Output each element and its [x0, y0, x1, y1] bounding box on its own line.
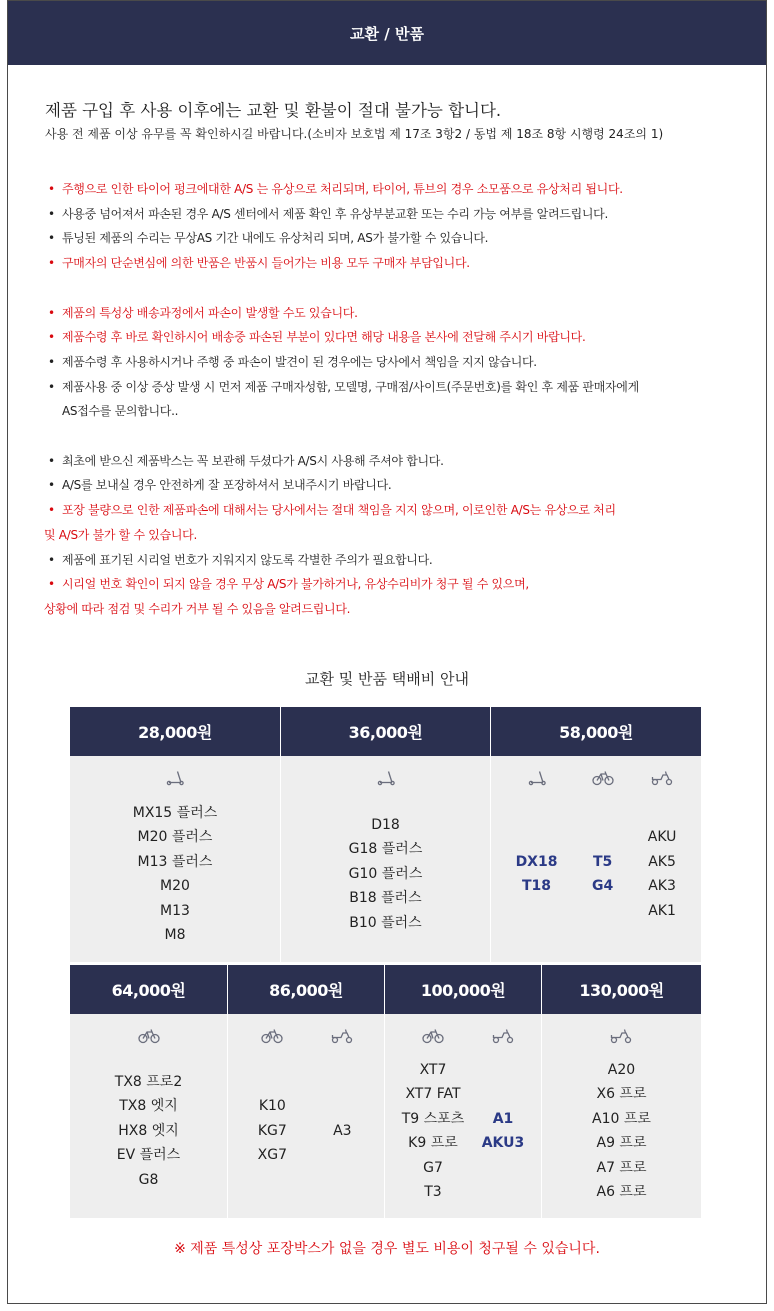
note-item	[44, 572, 744, 597]
fee-price-header: 36,000원	[281, 707, 490, 756]
intro-title: 제품 구입 후 사용 이후에는 교환 및 환불이 절대 불가능 합니다.	[45, 101, 502, 120]
fee-models-cell	[542, 1014, 701, 1218]
model-name: G7	[423, 1159, 443, 1176]
model-list	[349, 786, 423, 962]
model-name: K9 프로	[408, 1135, 458, 1151]
model-name: X6 프로	[596, 1086, 647, 1102]
fee-models-cell	[228, 1014, 384, 1218]
model-name: D18	[371, 816, 400, 833]
intro-subtitle: 사용 전 제품 이상 유무를 꼭 확인하시길 바랍니다.(소비자 보호법 제 17조 3항2 / 동법 제 18조 8항 시행령 24조의 1)	[45, 127, 664, 141]
bicycle-icon	[137, 1028, 161, 1044]
note-continuation: AS접수를 문의합니다..	[62, 404, 179, 419]
model-group	[115, 1014, 182, 1218]
note-text: 제품사용 중 이상 증상 발생 시 먼저 제품 구매자성함, 모델명, 구매점/사이트(주문번호)를 확인 후 제품 판매자에게	[62, 379, 639, 394]
note-text: 최초에 받으신 제품박스는 꼭 보관해 두셨다가 A/S시 사용해 주셔야 합니다.	[62, 453, 444, 468]
model-list	[516, 786, 558, 962]
model-name: A6 프로	[596, 1184, 647, 1200]
kickboard-icon	[525, 770, 549, 786]
model-name: KG7	[257, 1122, 287, 1139]
bullet-icon: •	[48, 552, 55, 567]
page-header	[8, 1, 766, 65]
model-group	[516, 756, 558, 962]
bullet-icon: •	[48, 182, 55, 196]
note-item	[44, 350, 744, 375]
model-list	[402, 1044, 464, 1218]
model-name: AKU3	[481, 1135, 525, 1151]
fee-price-header: 130,000원	[542, 965, 701, 1014]
note-text: 제품수령 후 사용하시거나 주행 중 파손이 발견이 된 경우에는 당사에서 책임을 지지 않습니다.	[62, 354, 537, 369]
fee-price-header: 28,000원	[70, 707, 280, 756]
model-list	[648, 786, 677, 962]
bullet-icon: •	[48, 354, 55, 369]
model-name: G18 플러스	[348, 841, 423, 858]
model-name: XT7	[419, 1061, 447, 1078]
model-name: TX8 프로2	[114, 1073, 183, 1090]
bullet-icon: •	[48, 577, 55, 592]
bullet-icon: •	[48, 231, 55, 246]
note-continuation: 상황에 따라 점검 및 수리가 거부 될 수 있음을 알려드립니다.	[44, 601, 351, 616]
model-list	[133, 786, 218, 962]
note-text: A/S를 보내실 경우 안전하게 잘 포장하셔서 보내주시기 바랍니다.	[62, 478, 392, 493]
scooter-icon	[491, 1028, 515, 1044]
model-group	[133, 756, 218, 962]
note-item	[44, 301, 744, 326]
scooter-icon	[330, 1028, 354, 1044]
note-item	[44, 177, 744, 202]
fee-column	[70, 707, 280, 962]
note-item	[44, 202, 744, 227]
model-name: M20 플러스	[137, 829, 213, 845]
fee-price-header: 86,000원	[228, 965, 384, 1014]
fee-price-header: 64,000원	[70, 965, 227, 1014]
fee-price-header: 58,000원	[491, 707, 701, 756]
fee-models-cell	[70, 756, 280, 962]
note-text: 사용중 넘어져서 파손된 경우 A/S 센터에서 제품 확인 후 유상부분교환 또는 수리 가능 여부를 알려드립니다.	[62, 206, 608, 221]
scooter-icon	[609, 1028, 633, 1044]
note-item	[44, 325, 744, 350]
model-name: TX8 엣지	[119, 1098, 178, 1115]
fee-table-row-1	[70, 707, 703, 962]
bullet-icon: •	[48, 330, 55, 345]
note-item	[44, 251, 744, 276]
spacer	[44, 424, 744, 449]
model-name: EV 플러스	[116, 1147, 181, 1164]
fee-models-cell	[385, 1014, 541, 1218]
model-name: M20	[160, 878, 190, 894]
model-group	[258, 1014, 287, 1218]
bicycle-icon	[421, 1028, 445, 1044]
bullet-icon: •	[48, 478, 55, 493]
model-name: XT7 FAT	[405, 1086, 461, 1102]
fee-column	[384, 965, 541, 1218]
fee-column	[541, 965, 701, 1218]
note-continuation: 및 A/S가 불가 할 수 있습니다.	[44, 527, 197, 542]
fee-column	[280, 707, 490, 962]
model-name: T18	[521, 878, 552, 894]
page-frame	[7, 0, 767, 1304]
model-name: HX8 엣지	[118, 1122, 179, 1139]
model-group	[330, 1014, 354, 1218]
model-name: AK5	[648, 853, 676, 870]
note-text: 구매자의 단순변심에 의한 반품은 반품시 들어가는 비용 모두 구매자 부담입니다.	[62, 256, 470, 271]
model-group	[402, 1014, 464, 1218]
model-name: M13 플러스	[137, 853, 213, 870]
model-name: XG7	[257, 1147, 288, 1164]
model-name: A20	[607, 1061, 636, 1078]
fee-column	[70, 965, 227, 1218]
model-name: T3	[424, 1184, 442, 1200]
notes-list	[44, 177, 744, 622]
note-text: 시리얼 번호 확인이 되지 않을 경우 무상 A/S가 불가하거나, 유상수리비가 청구 될 수 있으며,	[62, 577, 529, 592]
model-name: A10 프로	[592, 1110, 651, 1127]
fee-table-title: 교환 및 반품 택배비 안내	[305, 670, 469, 688]
bullet-icon: •	[48, 256, 55, 271]
model-list	[592, 1044, 651, 1218]
model-name: G8	[138, 1171, 159, 1188]
fee-column	[490, 707, 701, 962]
model-name: A7 프로	[596, 1159, 647, 1176]
model-name: AKU	[647, 829, 677, 845]
note-item	[44, 498, 744, 523]
fee-models-cell	[70, 1014, 227, 1218]
model-name: T9 스포츠	[401, 1110, 465, 1127]
fee-models-cell	[281, 756, 490, 962]
model-group	[482, 1014, 525, 1218]
note-text: 튜닝된 제품의 수리는 무상AS 기간 내에도 유상처리 되며, AS가 불가할 수 있습니다.	[62, 231, 489, 246]
intro-section	[45, 98, 663, 142]
model-name: MX15 플러스	[132, 804, 218, 821]
model-list	[258, 1044, 287, 1218]
bullet-icon: •	[48, 206, 55, 221]
model-name: DX18	[515, 853, 558, 870]
model-name: A3	[333, 1122, 352, 1139]
model-name: B10 플러스	[349, 914, 422, 931]
bicycle-icon	[260, 1028, 284, 1044]
bullet-icon: •	[48, 453, 55, 468]
note-item	[44, 548, 744, 573]
model-name: K10	[258, 1098, 286, 1115]
model-name: A1	[492, 1110, 514, 1127]
bullet-icon: •	[48, 379, 55, 394]
spacer	[44, 276, 744, 301]
note-item	[44, 375, 744, 400]
note-text: 제품수령 후 바로 확인하시어 배송중 파손된 부분이 있다면 해당 내용을 본사에 전달해 주시기 바랍니다.	[62, 330, 586, 345]
kickboard-icon	[374, 770, 398, 786]
model-list	[333, 1044, 351, 1218]
model-name: M13	[160, 902, 190, 919]
model-group	[591, 756, 615, 962]
fee-models-cell	[491, 756, 701, 962]
note-text: 제품에 표기된 시리얼 번호가 지워지지 않도록 각별한 주의가 필요합니다.	[62, 552, 433, 567]
note-item	[44, 449, 744, 474]
bicycle-icon	[591, 770, 615, 786]
model-name: G10 플러스	[348, 865, 423, 882]
fee-column	[227, 965, 384, 1218]
model-name: G4	[591, 878, 614, 894]
page-title: 교환 / 반품	[350, 24, 424, 43]
note-item	[44, 226, 744, 251]
model-group	[592, 1014, 651, 1218]
note-text: 포장 불량으로 인한 제품파손에 대해서는 당사에서는 절대 책임을 지지 않으며, 이로인한 A/S는 유상으로 처리	[62, 503, 616, 518]
model-name: A9 프로	[596, 1135, 647, 1151]
fee-price-header: 100,000원	[385, 965, 541, 1014]
model-name: T5	[592, 853, 613, 870]
kickboard-icon	[163, 770, 187, 786]
bullet-icon: •	[48, 503, 55, 518]
scooter-icon	[650, 770, 674, 786]
note-text: 주행으로 인한 타이어 펑크에대한 A/S 는 유상으로 처리되며, 타이어, 튜브의 경우 소모품으로 유상처리 됩니다.	[62, 182, 623, 196]
footnote: ※ 제품 특성상 포장박스가 없을 경우 별도 비용이 청구될 수 있습니다.	[174, 1241, 600, 1257]
model-group	[349, 756, 423, 962]
model-name: M8	[164, 927, 186, 943]
model-name: AK1	[648, 902, 676, 919]
model-group	[648, 756, 677, 962]
fee-table-row-2	[70, 965, 703, 1218]
model-list	[115, 1044, 182, 1218]
note-item	[44, 473, 744, 498]
model-list	[592, 786, 613, 962]
model-list	[482, 1044, 525, 1218]
bullet-icon: •	[48, 305, 55, 320]
model-name: AK3	[648, 878, 676, 894]
note-text: 제품의 특성상 배송과정에서 파손이 발생할 수도 있습니다.	[62, 305, 358, 320]
model-name: B18 플러스	[349, 890, 422, 907]
